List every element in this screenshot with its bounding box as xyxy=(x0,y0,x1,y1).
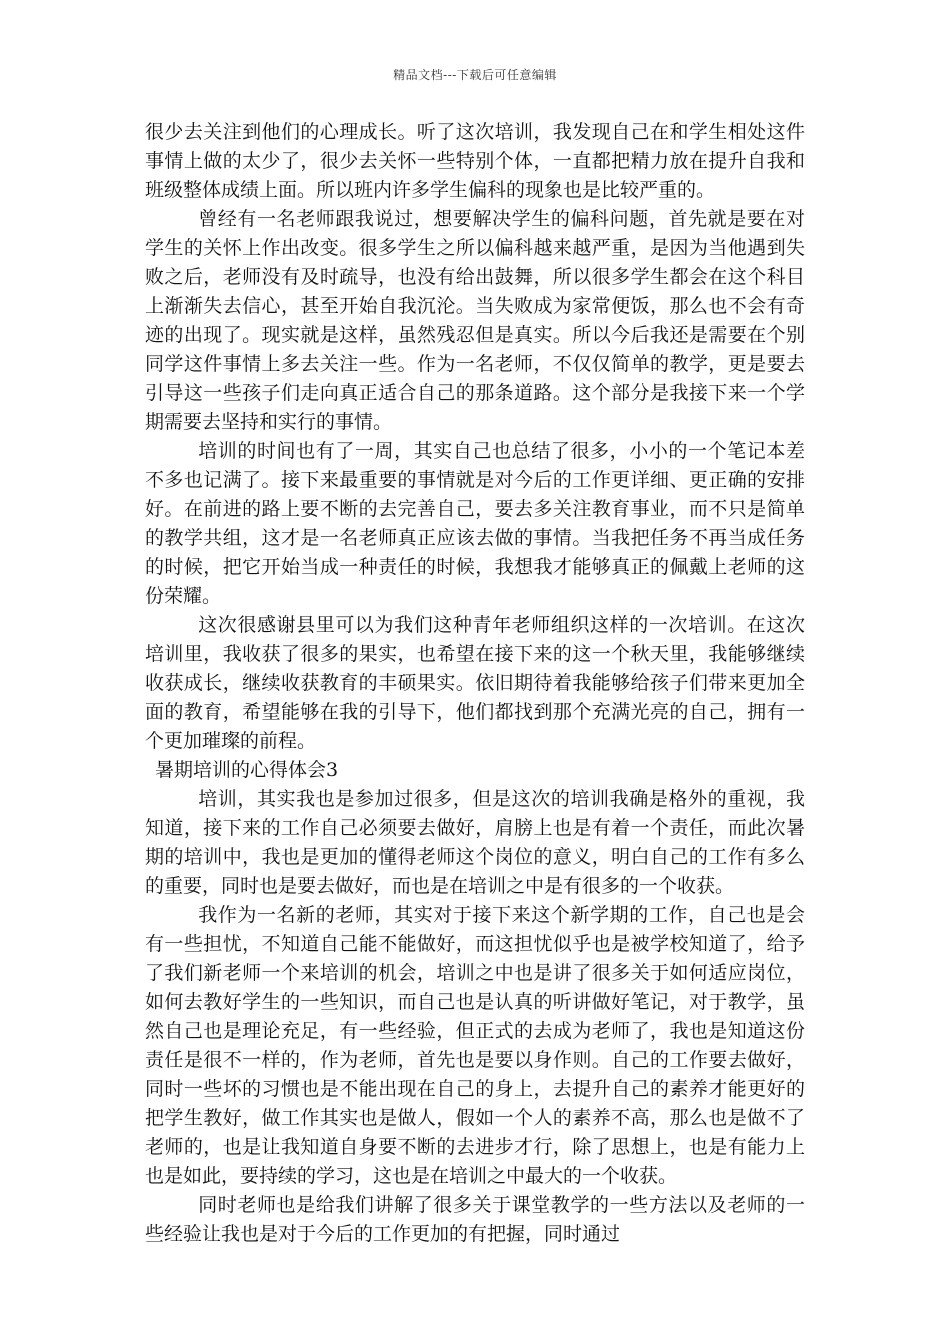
paragraph-5: 培训，其实我也是参加过很多，但是这次的培训我确是格外的重视，我知道，接下来的工作自己必须要去做好，肩膀上也是有着一个责任，而此次暑期的培训中，我也是更加的懂得老师这个岗位的意义，明白自己的工作有多么的重要，同时也是要去做好，而也是在培训之中是有很多的一个收获。 xyxy=(145,788,805,897)
section-title: 暑期培训的心得体会3 xyxy=(155,759,339,781)
paragraph-1: 很少去关注到他们的心理成长。听了这次培训，我发现自己在和学生相处这件事情上做的太少了，很少去关怀一些特别个体，一直都把精力放在提升自我和班级整体成绩上面。所以班内许多学生偏科的现象也是比较严重的。 xyxy=(145,121,805,201)
paragraph-4: 这次很感谢县里可以为我们这种青年老师组织这样的一次培训。在这次培训里，我收获了很多的果实，也希望在接下来的这一个秋天里，我能够继续收获成长，继续收获教育的丰硕果实。依旧期待着我能够给孩子们带来更加全面的教育，希望能够在我的引导下，他们都找到那个充满光亮的自己，拥有一个更加璀璨的前程。 xyxy=(145,614,805,752)
paragraph-3: 培训的时间也有了一周，其实自己也总结了很多，小小的一个笔记本差不多也记满了。接下来最重要的事情就是对今后的工作更详细、更正确的安排好。在前进的路上要不断的去完善自己，要去多关注教育事业，而不只是简单的教学共组，这才是一名老师真正应该去做的事情。当我把任务不再当成任务的时候，把它开始当成一种责任的时候，我想我才能够真正的佩戴上老师的这份荣耀。 xyxy=(145,440,805,607)
page-header: 精品文档---下载后可任意编辑 xyxy=(393,68,557,82)
document-body xyxy=(145,118,805,1249)
paragraph-6: 我作为一名新的老师，其实对于接下来这个新学期的工作，自己也是会有一些担忧，不知道自己能不能做好，而这担忧似乎也是被学校知道了，给予了我们新老师一个来培训的机会，培训之中也是讲了很多关于如何适应岗位，如何去教好学生的一些知识，而自己也是认真的听讲做好笔记，对于教学，虽然自己也是理论充足，有一些经验，但正式的去成为老师了，我也是知道这份责任是很不一样的，作为老师，首先也是要以身作则。自己的工作要去做好，同时一些坏的习惯也是不能出现在自己的身上，去提升自己的素养才能更好的把学生教好，做工作其实也是做人，假如一个人的素养不高，那么也是做不了老师的，也是让我知道自身要不断的去进步才行，除了思想上，也是有能力上也是如此，要持续的学习，这也是在培训之中最大的一个收获。 xyxy=(145,904,805,1187)
paragraph-2: 曾经有一名老师跟我说过，想要解决学生的偏科问题，首先就是要在对学生的关怀上作出改变。很多学生之所以偏科越来越严重，是因为当他遇到失败之后，老师没有及时疏导，也没有给出鼓舞，所以很多学生都会在这个科目上渐渐失去信心，甚至开始自我沉沦。当失败成为家常便饭，那么也不会有奇迹的出现了。现实就是这样，虽然残忍但是真实。所以今后我还是需要在个别同学这件事情上多去关注一些。作为一名老师，不仅仅简单的教学，更是要去引导这一些孩子们走向真正适合自己的那条道路。这个部分是我接下来一个学期需要去坚持和实行的事情。 xyxy=(145,208,805,433)
paragraph-7: 同时老师也是给我们讲解了很多关于课堂教学的一些方法以及老师的一些经验让我也是对于今后的工作更加的有把握，同时通过 xyxy=(145,1194,805,1245)
